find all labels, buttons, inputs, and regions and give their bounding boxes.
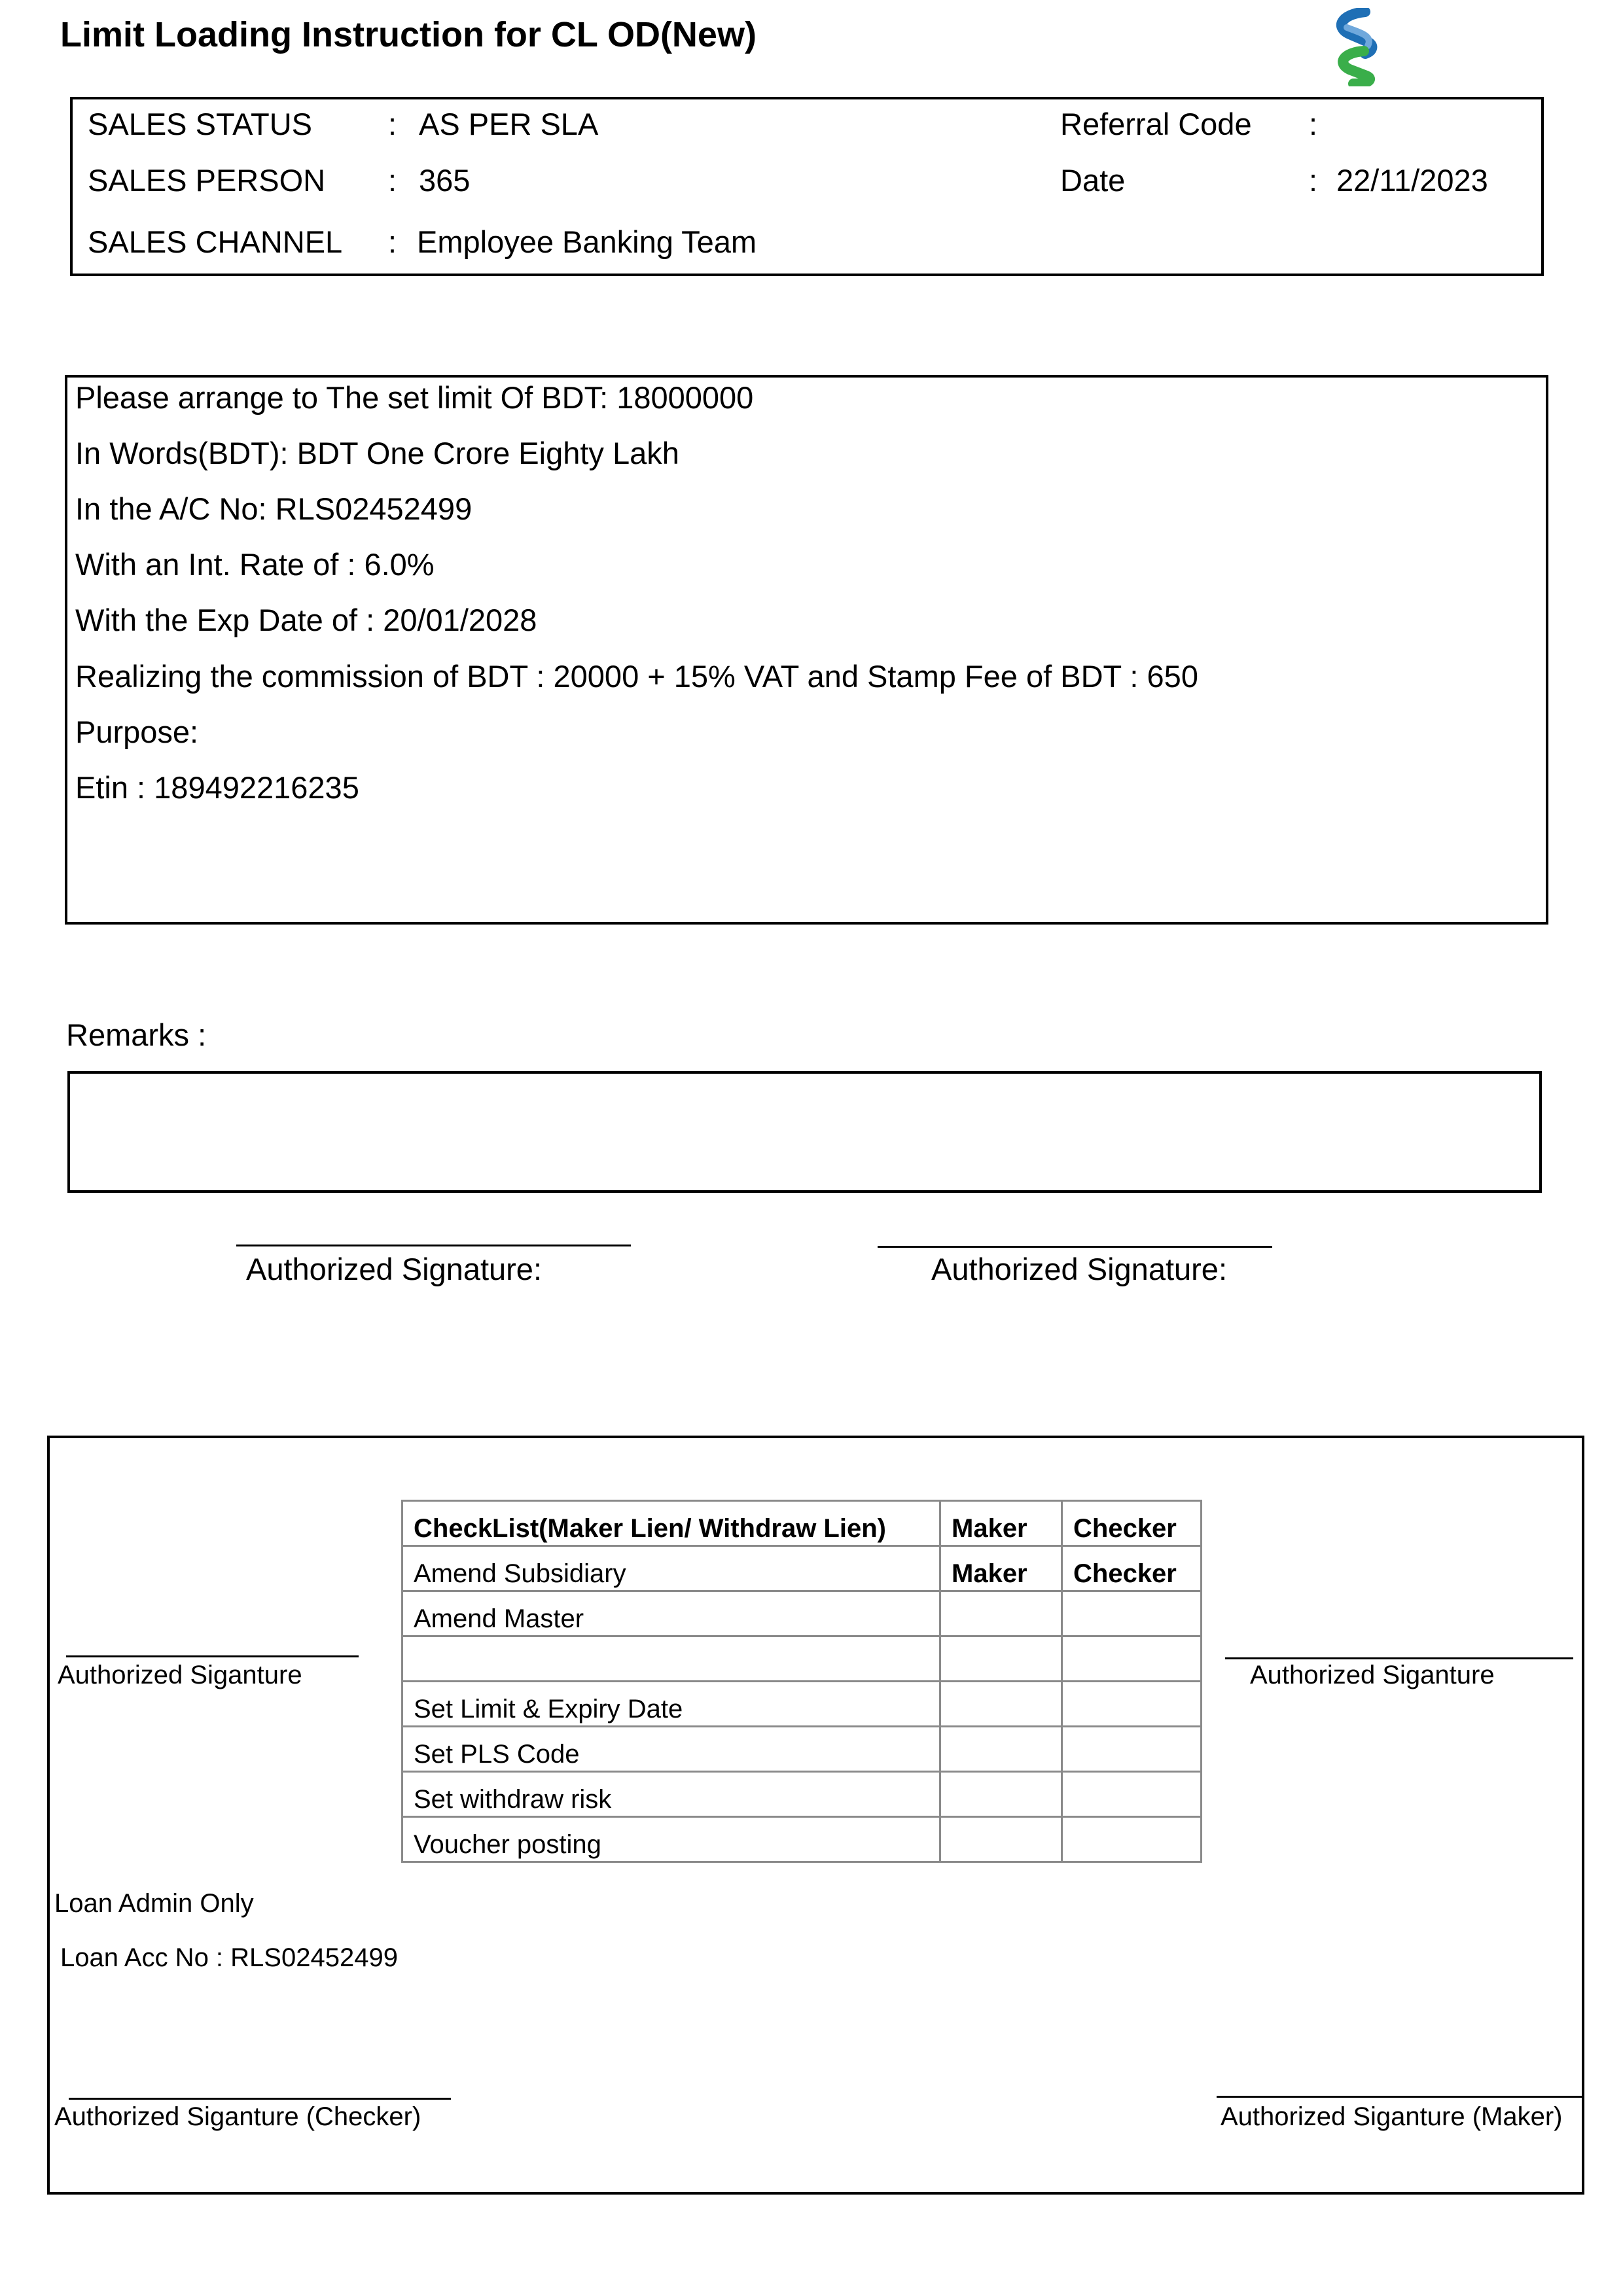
admin-sig-line-right: [1225, 1657, 1573, 1659]
checklist-row: [402, 1591, 1202, 1636]
checklist-row: [402, 1727, 1202, 1772]
checklist-item: [402, 1636, 940, 1682]
authorized-signature-right: Authorized Signature:: [931, 1252, 1228, 1286]
checklist-checker-cell[interactable]: [1062, 1682, 1202, 1727]
checklist-checker-cell[interactable]: [1062, 1636, 1202, 1682]
loan-acc-no: Loan Acc No : RLS02452499: [60, 1943, 398, 1972]
checklist-checker-cell[interactable]: [1062, 1727, 1202, 1772]
checklist-item: Amend Master: [402, 1591, 940, 1636]
checklist-table: [401, 1500, 1202, 1863]
maker-sig-line: [1217, 2096, 1582, 2098]
checklist-maker-cell[interactable]: [940, 1772, 1062, 1817]
commission-line: Realizing the commission of BDT : 20000 + 15% VAT and Stamp Fee of BDT : 650: [75, 659, 1198, 694]
referral-code-colon: :: [1309, 107, 1318, 141]
checklist-checker-cell[interactable]: [1062, 1591, 1202, 1636]
referral-code-label: Referral Code: [1060, 107, 1252, 141]
admin-sig-right: Authorized Siganture: [1250, 1661, 1495, 1689]
checklist-checker-cell[interactable]: [1062, 1772, 1202, 1817]
checklist-item: Set withdraw risk: [402, 1772, 940, 1817]
int-rate-line: With an Int. Rate of : 6.0%: [75, 547, 435, 582]
checklist-header-maker: Maker: [940, 1501, 1062, 1546]
remarks-label: Remarks :: [66, 1017, 207, 1052]
sales-status-value: AS PER SLA: [419, 107, 599, 141]
checklist-header-row: [402, 1501, 1202, 1546]
checklist-maker-cell[interactable]: [940, 1682, 1062, 1727]
checklist-row: [402, 1636, 1202, 1682]
checklist-checker-cell[interactable]: [1062, 1817, 1202, 1862]
admin-sig-line-left: [66, 1655, 359, 1657]
checklist-maker-cell[interactable]: [940, 1591, 1062, 1636]
checklist-item: Amend Subsidiary: [402, 1546, 940, 1591]
signature-line-right: [878, 1246, 1272, 1248]
bank-logo-icon: [1327, 8, 1386, 86]
checklist-maker-cell[interactable]: Maker: [940, 1546, 1062, 1591]
checklist-maker-cell[interactable]: [940, 1817, 1062, 1862]
limit-line: Please arrange to The set limit Of BDT: 18000000: [75, 380, 754, 415]
checklist-item: Set PLS Code: [402, 1727, 940, 1772]
checklist-maker-cell[interactable]: [940, 1636, 1062, 1682]
sales-channel-value: Employee Banking Team: [417, 224, 757, 259]
checklist-item: Set Limit & Expiry Date: [402, 1682, 940, 1727]
date-label: Date: [1060, 163, 1126, 198]
signature-line-left: [236, 1245, 631, 1246]
checklist-row: [402, 1682, 1202, 1727]
sales-channel-label: SALES CHANNEL: [88, 224, 343, 259]
exp-date-line: With the Exp Date of : 20/01/2028: [75, 603, 537, 637]
checklist-checker-cell[interactable]: Checker: [1062, 1546, 1202, 1591]
in-words-line: In Words(BDT): BDT One Crore Eighty Lakh: [75, 436, 679, 470]
checklist-maker-cell[interactable]: [940, 1727, 1062, 1772]
sales-person-colon: :: [388, 163, 397, 198]
checklist-item: Voucher posting: [402, 1817, 940, 1862]
sales-person-value: 365: [419, 163, 471, 198]
checker-signature: Authorized Siganture (Checker): [54, 2102, 421, 2131]
page-title: Limit Loading Instruction for CL OD(New): [60, 15, 757, 54]
sales-status-label: SALES STATUS: [88, 107, 313, 141]
sales-person-label: SALES PERSON: [88, 163, 326, 198]
etin-line: Etin : 189492216235: [75, 770, 359, 805]
remarks-box[interactable]: [67, 1071, 1542, 1193]
admin-sig-left: Authorized Siganture: [58, 1661, 302, 1689]
checklist-header-checker: Checker: [1062, 1501, 1202, 1546]
sales-status-colon: :: [388, 107, 397, 141]
account-line: In the A/C No: RLS02452499: [75, 491, 473, 526]
checklist-header-title: CheckList(Maker Lien/ Withdraw Lien): [402, 1501, 940, 1546]
authorized-signature-left: Authorized Signature:: [246, 1252, 543, 1286]
date-value: 22/11/2023: [1336, 163, 1488, 198]
sales-channel-colon: :: [388, 224, 397, 259]
checker-sig-line: [69, 2098, 451, 2100]
loan-admin-title: Loan Admin Only: [54, 1889, 254, 1918]
purpose-line: Purpose:: [75, 715, 199, 749]
checklist-row: [402, 1772, 1202, 1817]
date-colon: :: [1309, 163, 1318, 198]
checklist-row: [402, 1817, 1202, 1862]
maker-signature: Authorized Siganture (Maker): [1221, 2102, 1563, 2131]
checklist-row: [402, 1546, 1202, 1591]
